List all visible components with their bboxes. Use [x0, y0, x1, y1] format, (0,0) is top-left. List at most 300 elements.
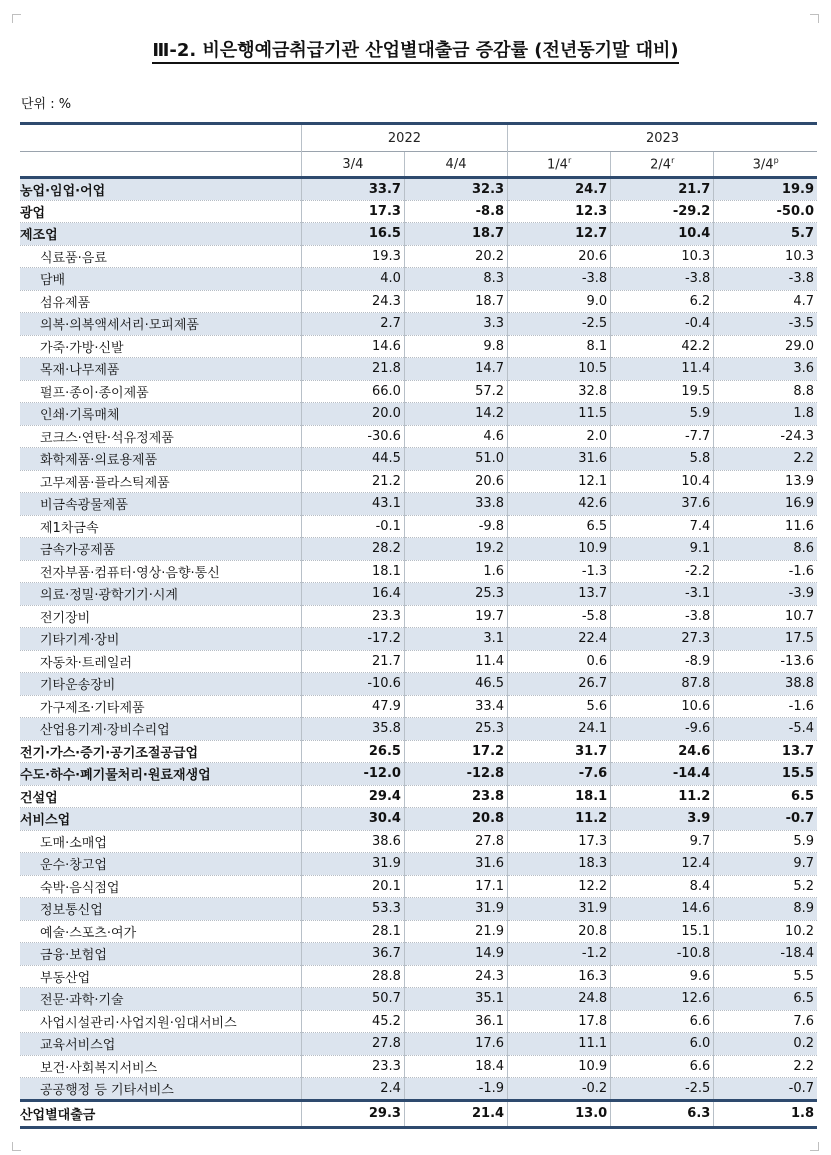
row-value: 31.9 [404, 898, 507, 921]
row-value: 36.1 [404, 1010, 507, 1033]
row-value: -10.6 [301, 673, 404, 696]
row-value: 5.7 [714, 223, 817, 246]
row-value: 2.4 [301, 1078, 404, 1101]
row-label: 제1차금속 [20, 515, 301, 538]
row-value: -0.4 [611, 313, 714, 336]
row-label: 가죽·가방·신발 [20, 335, 301, 358]
row-value: 4.6 [404, 425, 507, 448]
row-value: 8.4 [611, 875, 714, 898]
row-value: 33.7 [301, 178, 404, 201]
row-value: 5.6 [508, 695, 611, 718]
row-label: 정보통신업 [20, 898, 301, 921]
row-value: 51.0 [404, 448, 507, 471]
row-value: 27.8 [301, 1033, 404, 1056]
row-value: 6.5 [508, 515, 611, 538]
row-value: 11.4 [404, 650, 507, 673]
row-value: 12.1 [508, 470, 611, 493]
table-body [20, 178, 817, 1101]
row-value: 28.2 [301, 538, 404, 561]
table-footer [20, 1100, 817, 1127]
row-value: 10.4 [611, 470, 714, 493]
row-value: -13.6 [714, 650, 817, 673]
row-value: 9.8 [404, 335, 507, 358]
row-value: 3.3 [404, 313, 507, 336]
page-corner-top-left [12, 14, 21, 23]
row-value: 20.0 [301, 403, 404, 426]
row-label: 산업용기계·장비수리업 [20, 718, 301, 741]
row-label: 고무제품·플라스틱제품 [20, 470, 301, 493]
row-value: 10.7 [714, 605, 817, 628]
table-row [20, 560, 817, 583]
table-row [20, 290, 817, 313]
table-row [20, 673, 817, 696]
row-value: 1.8 [714, 403, 817, 426]
table-row [20, 223, 817, 246]
total-value: 21.4 [404, 1100, 507, 1127]
row-value: 18.1 [508, 785, 611, 808]
row-value: 2.0 [508, 425, 611, 448]
row-value: 20.8 [404, 808, 507, 831]
row-value: 28.1 [301, 920, 404, 943]
row-value: 33.4 [404, 695, 507, 718]
row-label: 도매·소매업 [20, 830, 301, 853]
row-value: 8.8 [714, 380, 817, 403]
row-value: 4.0 [301, 268, 404, 291]
table-row [20, 965, 817, 988]
row-value: -9.6 [611, 718, 714, 741]
quarter-label: 1/4 [547, 157, 568, 173]
row-value: 24.3 [404, 965, 507, 988]
row-value: 24.1 [508, 718, 611, 741]
table-row [20, 695, 817, 718]
row-value: 11.2 [611, 785, 714, 808]
row-value: -10.8 [611, 943, 714, 966]
row-label: 화학제품·의료용제품 [20, 448, 301, 471]
table-row [20, 830, 817, 853]
row-value: 27.3 [611, 628, 714, 651]
row-value: 20.1 [301, 875, 404, 898]
row-value: 9.0 [508, 290, 611, 313]
row-value: -2.5 [508, 313, 611, 336]
row-value: -8.9 [611, 650, 714, 673]
row-value: 17.1 [404, 875, 507, 898]
row-value: 17.2 [404, 740, 507, 763]
row-label: 의복·의복액세서리·모피제품 [20, 313, 301, 336]
row-value: 31.6 [508, 448, 611, 471]
row-value: 19.5 [611, 380, 714, 403]
row-value: 18.1 [301, 560, 404, 583]
row-label: 기타운송장비 [20, 673, 301, 696]
row-value: -3.5 [714, 313, 817, 336]
table-row [20, 583, 817, 606]
row-value: 8.9 [714, 898, 817, 921]
table-row [20, 898, 817, 921]
quarter-superscript: r [671, 155, 675, 165]
quarter-label: 3/4 [342, 156, 364, 172]
row-value: 47.9 [301, 695, 404, 718]
row-value: -3.8 [714, 268, 817, 291]
row-value: 10.9 [508, 1055, 611, 1078]
table-row [20, 718, 817, 741]
row-value: 5.5 [714, 965, 817, 988]
row-value: 17.5 [714, 628, 817, 651]
row-value: 28.8 [301, 965, 404, 988]
row-value: 26.7 [508, 673, 611, 696]
table-row [20, 853, 817, 876]
row-value: 29.4 [301, 785, 404, 808]
row-value: 20.2 [404, 245, 507, 268]
row-label: 보건·사회복지서비스 [20, 1055, 301, 1078]
data-table [20, 122, 817, 1129]
row-label: 수도·하수·폐기물처리·원료재생업 [20, 763, 301, 786]
row-value: 5.9 [611, 403, 714, 426]
row-value: 53.3 [301, 898, 404, 921]
quarter-label: 4/4 [445, 156, 467, 172]
row-value: -17.2 [301, 628, 404, 651]
row-value: 6.5 [714, 988, 817, 1011]
row-value: 20.8 [508, 920, 611, 943]
row-value: 35.8 [301, 718, 404, 741]
row-value: 19.7 [404, 605, 507, 628]
row-value: 31.9 [508, 898, 611, 921]
row-value: 27.8 [404, 830, 507, 853]
row-label: 섬유제품 [20, 290, 301, 313]
row-value: -12.0 [301, 763, 404, 786]
table-row [20, 1033, 817, 1056]
table-row [20, 628, 817, 651]
row-value: -3.8 [508, 268, 611, 291]
total-value: 29.3 [301, 1100, 404, 1127]
quarter-label: 2/4 [650, 157, 672, 173]
row-value: 10.4 [611, 223, 714, 246]
row-value: -1.2 [508, 943, 611, 966]
row-value: 5.9 [714, 830, 817, 853]
row-value: 11.5 [508, 403, 611, 426]
row-value: 13.7 [508, 583, 611, 606]
table-row [20, 920, 817, 943]
row-value: 8.6 [714, 538, 817, 561]
row-label: 제조업 [20, 223, 301, 246]
row-value: 23.8 [404, 785, 507, 808]
page-corner-bottom-right [810, 1142, 819, 1151]
row-value: -3.8 [611, 268, 714, 291]
row-value: 42.6 [508, 493, 611, 516]
table-row [20, 1010, 817, 1033]
row-value: 32.3 [404, 178, 507, 201]
row-value: 24.8 [508, 988, 611, 1011]
row-value: 8.3 [404, 268, 507, 291]
row-value: 25.3 [404, 583, 507, 606]
row-value: -1.3 [508, 560, 611, 583]
total-value: 13.0 [508, 1100, 611, 1127]
total-value: 6.3 [611, 1100, 714, 1127]
row-label: 식료품·음료 [20, 245, 301, 268]
row-value: -24.3 [714, 425, 817, 448]
row-value: -3.8 [611, 605, 714, 628]
table-row [20, 178, 817, 201]
row-value: 14.6 [301, 335, 404, 358]
row-label: 부동산업 [20, 965, 301, 988]
row-value: 1.6 [404, 560, 507, 583]
row-value: 14.9 [404, 943, 507, 966]
row-label: 기타기계·장비 [20, 628, 301, 651]
row-value: 11.6 [714, 515, 817, 538]
row-value: 31.9 [301, 853, 404, 876]
year-header-2022: 2022 [301, 124, 507, 152]
row-value: 2.7 [301, 313, 404, 336]
row-label: 교육서비스업 [20, 1033, 301, 1056]
table-row [20, 493, 817, 516]
row-label: 가구제조·기타제품 [20, 695, 301, 718]
row-value: 5.2 [714, 875, 817, 898]
table-row [20, 1078, 817, 1101]
row-value: 2.2 [714, 1055, 817, 1078]
row-label: 운수·창고업 [20, 853, 301, 876]
row-value: -1.6 [714, 560, 817, 583]
row-label: 펄프·종이·종이제품 [20, 380, 301, 403]
row-value: 24.7 [508, 178, 611, 201]
table-row [20, 515, 817, 538]
quarter-header [404, 152, 507, 178]
row-label: 코크스·연탄·석유정제품 [20, 425, 301, 448]
row-value: 21.8 [301, 358, 404, 381]
total-label: 산업별대출금 [20, 1100, 301, 1127]
row-value: 9.7 [714, 853, 817, 876]
row-value: -2.5 [611, 1078, 714, 1101]
row-value: 31.7 [508, 740, 611, 763]
row-value: 17.8 [508, 1010, 611, 1033]
row-value: -7.7 [611, 425, 714, 448]
row-value: 14.6 [611, 898, 714, 921]
row-value: 5.8 [611, 448, 714, 471]
row-value: -0.7 [714, 808, 817, 831]
row-value: 21.7 [301, 650, 404, 673]
table-row [20, 1055, 817, 1078]
quarter-superscript: p [773, 155, 779, 165]
row-value: 3.9 [611, 808, 714, 831]
row-value: 10.9 [508, 538, 611, 561]
table-row [20, 808, 817, 831]
row-value: 9.6 [611, 965, 714, 988]
table-row [20, 335, 817, 358]
row-value: 12.6 [611, 988, 714, 1011]
row-value: 18.3 [508, 853, 611, 876]
row-value: -5.8 [508, 605, 611, 628]
row-value: 13.7 [714, 740, 817, 763]
row-label: 전기·가스·증기·공기조절공급업 [20, 740, 301, 763]
row-value: -0.2 [508, 1078, 611, 1101]
row-value: 57.2 [404, 380, 507, 403]
row-label: 전자부품·컴퓨터·영상·음향·통신 [20, 560, 301, 583]
unit-label: 단위 : % [21, 97, 72, 112]
year-header-2023: 2023 [508, 124, 817, 152]
row-value: -50.0 [714, 200, 817, 223]
page-title-text: Ⅲ-2. 비은행예금취급기관 산업별대출금 증감률 (전년동기말 대비) [152, 40, 678, 64]
row-value: 10.6 [611, 695, 714, 718]
row-value: 6.6 [611, 1055, 714, 1078]
row-value: 9.7 [611, 830, 714, 853]
table-row [20, 313, 817, 336]
row-value: 16.4 [301, 583, 404, 606]
table-row [20, 988, 817, 1011]
row-value: 19.3 [301, 245, 404, 268]
row-value: -1.6 [714, 695, 817, 718]
table-row [20, 245, 817, 268]
row-value: 10.3 [611, 245, 714, 268]
row-label: 자동차·트레일러 [20, 650, 301, 673]
row-value: 37.6 [611, 493, 714, 516]
row-value: 66.0 [301, 380, 404, 403]
row-value: 45.2 [301, 1010, 404, 1033]
table-row [20, 538, 817, 561]
row-value: 17.3 [508, 830, 611, 853]
row-value: 26.5 [301, 740, 404, 763]
header-corner-2 [20, 152, 301, 178]
row-value: 31.6 [404, 853, 507, 876]
page-corner-bottom-left [12, 1142, 21, 1151]
row-value: 6.6 [611, 1010, 714, 1033]
row-value: 7.4 [611, 515, 714, 538]
row-label: 담배 [20, 268, 301, 291]
table-row [20, 740, 817, 763]
row-label: 금융·보험업 [20, 943, 301, 966]
table-row [20, 785, 817, 808]
table-row [20, 425, 817, 448]
row-label: 전기장비 [20, 605, 301, 628]
row-value: 8.1 [508, 335, 611, 358]
row-value: 44.5 [301, 448, 404, 471]
row-value: 32.8 [508, 380, 611, 403]
row-value: -12.8 [404, 763, 507, 786]
row-value: 10.3 [714, 245, 817, 268]
row-value: -14.4 [611, 763, 714, 786]
row-label: 서비스업 [20, 808, 301, 831]
total-value: 1.8 [714, 1100, 817, 1127]
row-value: -29.2 [611, 200, 714, 223]
row-value: 29.0 [714, 335, 817, 358]
row-value: 18.4 [404, 1055, 507, 1078]
row-value: -1.9 [404, 1078, 507, 1101]
row-value: 18.7 [404, 290, 507, 313]
row-value: 14.2 [404, 403, 507, 426]
table-header [20, 124, 817, 178]
table-row [20, 763, 817, 786]
row-label: 비금속광물제품 [20, 493, 301, 516]
row-value: 24.3 [301, 290, 404, 313]
row-value: -18.4 [714, 943, 817, 966]
row-value: 11.4 [611, 358, 714, 381]
table-row [20, 650, 817, 673]
row-value: 35.1 [404, 988, 507, 1011]
row-label: 의료·정밀·광학기기·시계 [20, 583, 301, 606]
row-value: -3.9 [714, 583, 817, 606]
table-row [20, 470, 817, 493]
row-value: 12.4 [611, 853, 714, 876]
row-value: 42.2 [611, 335, 714, 358]
row-value: 16.9 [714, 493, 817, 516]
table-row [20, 875, 817, 898]
row-value: 4.7 [714, 290, 817, 313]
row-value: 10.5 [508, 358, 611, 381]
table-row [20, 380, 817, 403]
table-row [20, 358, 817, 381]
row-value: 0.6 [508, 650, 611, 673]
row-value: 16.3 [508, 965, 611, 988]
row-value: 87.8 [611, 673, 714, 696]
row-value: 33.8 [404, 493, 507, 516]
row-label: 전문·과학·기술 [20, 988, 301, 1011]
table-row [20, 403, 817, 426]
row-value: 43.1 [301, 493, 404, 516]
table-row [20, 200, 817, 223]
page-corner-top-right [810, 14, 819, 23]
page-title [0, 36, 831, 62]
row-value: 36.7 [301, 943, 404, 966]
row-value: 23.3 [301, 605, 404, 628]
quarter-header [714, 152, 817, 178]
row-value: 11.1 [508, 1033, 611, 1056]
row-value: 50.7 [301, 988, 404, 1011]
row-label: 인쇄·기록매체 [20, 403, 301, 426]
row-value: 38.6 [301, 830, 404, 853]
row-label: 공공행정 등 기타서비스 [20, 1078, 301, 1101]
row-value: 15.1 [611, 920, 714, 943]
row-value: 12.7 [508, 223, 611, 246]
row-value: -8.8 [404, 200, 507, 223]
row-value: 6.5 [714, 785, 817, 808]
row-value: 21.9 [404, 920, 507, 943]
row-value: -5.4 [714, 718, 817, 741]
row-label: 광업 [20, 200, 301, 223]
row-value: -30.6 [301, 425, 404, 448]
row-value: 17.6 [404, 1033, 507, 1056]
row-value: -9.8 [404, 515, 507, 538]
row-value: 14.7 [404, 358, 507, 381]
quarter-superscript: r [567, 155, 572, 165]
row-label: 농업·임업·어업 [20, 178, 301, 201]
row-value: 21.2 [301, 470, 404, 493]
row-value: 17.3 [301, 200, 404, 223]
row-value: 19.9 [714, 178, 817, 201]
row-value: 38.8 [714, 673, 817, 696]
row-value: 15.5 [714, 763, 817, 786]
table-row [20, 605, 817, 628]
row-value: 25.3 [404, 718, 507, 741]
row-value: 0.2 [714, 1033, 817, 1056]
row-value: 13.9 [714, 470, 817, 493]
quarter-header [611, 152, 714, 178]
row-label: 예술·스포츠·여가 [20, 920, 301, 943]
row-value: 19.2 [404, 538, 507, 561]
row-value: 11.2 [508, 808, 611, 831]
row-value: 30.4 [301, 808, 404, 831]
quarter-header [508, 152, 611, 178]
row-label: 건설업 [20, 785, 301, 808]
row-value: -0.7 [714, 1078, 817, 1101]
row-value: 24.6 [611, 740, 714, 763]
row-value: -3.1 [611, 583, 714, 606]
row-value: 9.1 [611, 538, 714, 561]
row-value: 2.2 [714, 448, 817, 471]
row-value: 16.5 [301, 223, 404, 246]
row-value: -2.2 [611, 560, 714, 583]
row-value: -0.1 [301, 515, 404, 538]
quarter-header [301, 152, 404, 178]
row-value: 12.2 [508, 875, 611, 898]
table-row [20, 943, 817, 966]
row-label: 목재·나무제품 [20, 358, 301, 381]
row-value: 12.3 [508, 200, 611, 223]
